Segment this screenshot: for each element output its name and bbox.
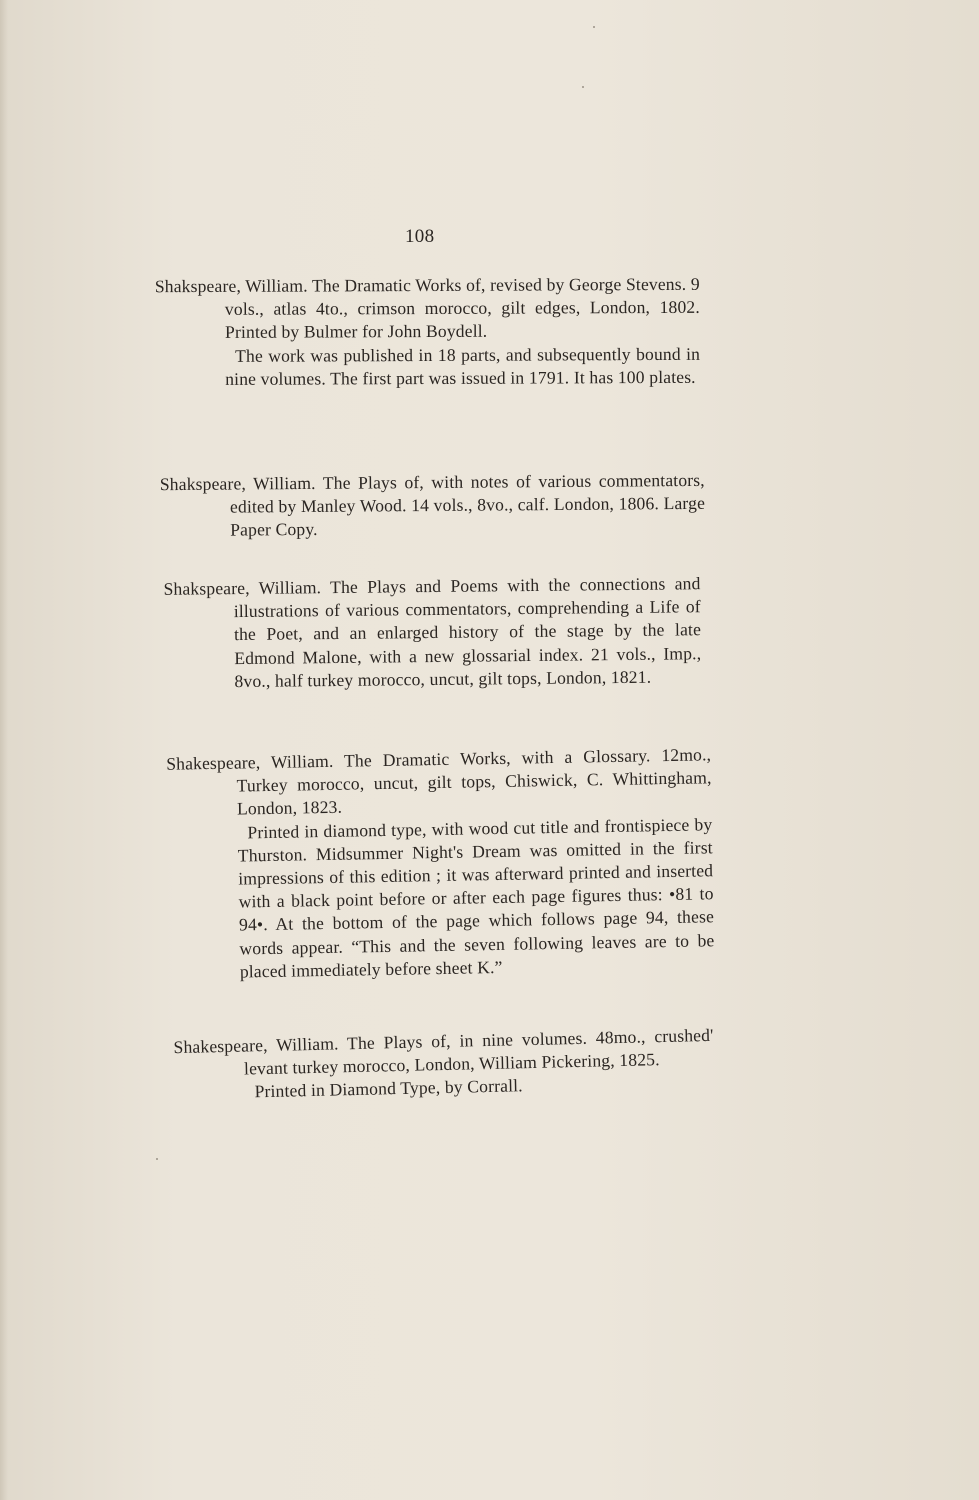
entry-citation: Shakspeare, William. The Dramatic Works of, revised by George Stevens. 9 vols., atlas 4to., crimson morocco, gilt edges, London, 1802. Printed by Bulmer for John Boydell. xyxy=(154,273,700,343)
entry-note: Printed in diamond type, with wood cut title and frontispiece by Thurston. Midsummer Night's Dream was omitted in the first impressions of this edition ; it was afterward printed and inserted with a black point before or after each page figures thus: •81 to 94•. At the bottom of the page which follows page 94, these words appear. “This and the seven following leaves are to be placed immediately before sheet K.” xyxy=(237,813,715,982)
page-number: 108 xyxy=(405,226,435,247)
entry-citation: Shakespeare, William. The Plays of, in nine volumes. 48mo., crushed' levant turkey morocco, London, William Pickering, 1825. xyxy=(173,1024,714,1079)
entry-citation: Shakspeare, William. The Plays and Poems with the connections and illustrations of various commentators, comprehending a Life of the Poet, and an enlarged history of the stage by the late Edmond Malone, with a new glossarial index. 21 vols., Imp., 8vo., half turkey morocco, uncut, gilt tops, London, 1821. xyxy=(163,573,702,691)
entry-citation: Shakespeare, William. The Dramatic Works, with a Glossary. 12mo., Turkey morocco, uncut, gilt tops, Chiswick, C. Whittingham, London, 1823. xyxy=(166,744,712,819)
paper-speck xyxy=(156,1158,158,1160)
page-gutter-shadow xyxy=(0,0,8,1500)
catalog-entry-1 xyxy=(155,273,701,391)
entry-note: The work was published in 18 parts, and subsequently bound in nine volumes. The first part was issued in 1791. It has 100 plates. xyxy=(225,343,701,389)
paper-speck xyxy=(593,26,595,28)
catalog-entry-2 xyxy=(160,469,706,543)
catalog-entry-5 xyxy=(173,1024,714,1106)
catalog-entry-3 xyxy=(163,572,701,694)
entry-note: Printed in Diamond Type, by Corrall. xyxy=(254,1075,523,1102)
catalog-entry-4 xyxy=(166,743,715,985)
paper-speck xyxy=(582,86,584,88)
entry-citation: Shakspeare, William. The Plays of, with notes of various commentators, edited by Manley Wood. 14 vols., 8vo., calf. London, 1806. Large Paper Copy. xyxy=(159,469,706,540)
